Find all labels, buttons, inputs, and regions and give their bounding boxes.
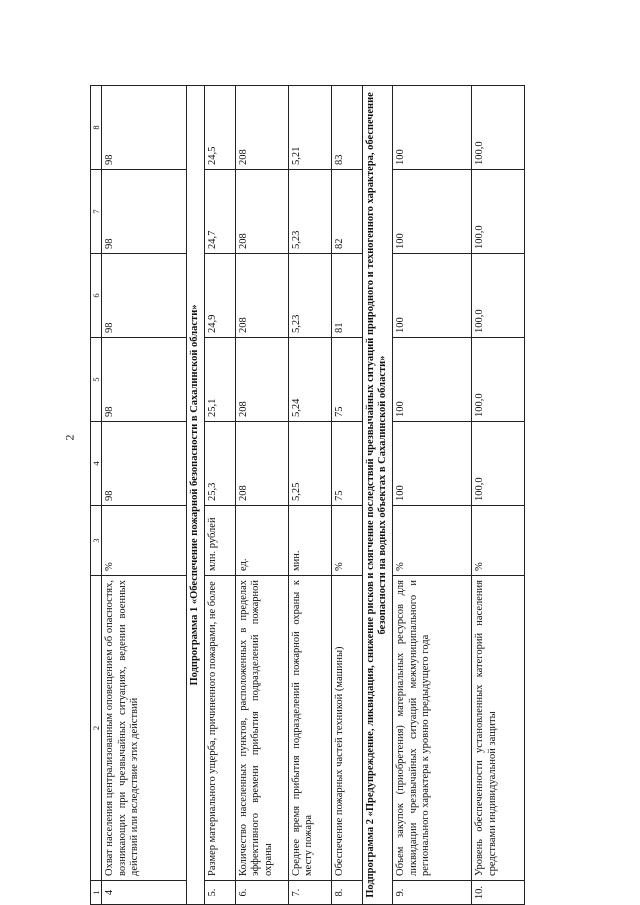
- value-cell: 100,0: [471, 338, 524, 422]
- value-cell: 98: [102, 338, 187, 422]
- value-cell: 100,0: [471, 254, 524, 338]
- value-cell: 208: [235, 254, 288, 338]
- value-cell: 98: [102, 170, 187, 254]
- unit: ед.: [235, 506, 288, 576]
- column-number: 3: [91, 506, 102, 576]
- value-cell: 5,23: [288, 170, 331, 254]
- indicator-name: Количество населенных пунктов, расположенных в пределах эффективного времени прибытия подразделений пожарной охраны: [235, 576, 288, 881]
- indicators-table: [90, 85, 525, 905]
- indicator-name: Объем закупок (приобретения) материальных ресурсов для ликвидации чрезвычайных ситуаций межмуниципального и регионального характера к уровню предыдущего года: [392, 576, 471, 881]
- table-row: [235, 86, 288, 905]
- value-cell: 208: [235, 86, 288, 170]
- value-cell: 5,24: [288, 338, 331, 422]
- value-cell: 98: [102, 254, 187, 338]
- indicator-name: Охват населения централизованным оповещением об опасностях, возникающих при чрезвычайных ситуациях, ведении военных действий или вследствие этих действий: [102, 576, 187, 881]
- value-cell: 5,23: [288, 254, 331, 338]
- value-cell: 208: [235, 422, 288, 506]
- value-cell: 75: [331, 422, 362, 506]
- value-cell: 98: [102, 422, 187, 506]
- value-cell: 82: [331, 170, 362, 254]
- row-number: 6.: [235, 881, 288, 905]
- column-number-row: [91, 86, 102, 905]
- column-number: 1: [91, 881, 102, 905]
- section-row: [187, 86, 205, 905]
- value-cell: 100: [392, 86, 471, 170]
- unit: %: [471, 506, 524, 576]
- value-cell: 100,0: [471, 86, 524, 170]
- value-cell: 100: [392, 422, 471, 506]
- table-row: [288, 86, 331, 905]
- subprogram-1-heading: Подпрограмма 1 «Обеспечение пожарной безопасности в Сахалинской области»: [187, 86, 205, 905]
- value-cell: 83: [331, 86, 362, 170]
- unit: %: [331, 506, 362, 576]
- value-cell: 100,0: [471, 170, 524, 254]
- row-number: 9.: [392, 881, 471, 905]
- table-row: [102, 86, 187, 905]
- table-row: [331, 86, 362, 905]
- subprogram-2-heading: Подпрограмма 2 «Предупреждение, ликвидация, снижение рисков и смягчение последствий чрезвычайных ситуаций природного и техногенного характера, обеспечение безопасности на водных объектах в Сахалинской области»: [362, 86, 392, 905]
- unit: %: [102, 506, 187, 576]
- indicator-name: Уровень обеспеченности установленных категорий населения средствами индивидуальной защиты: [471, 576, 524, 881]
- column-number: 2: [91, 576, 102, 881]
- value-cell: 98: [102, 86, 187, 170]
- value-cell: 5,21: [288, 86, 331, 170]
- value-cell: 25,1: [204, 338, 235, 422]
- row-number: 7.: [288, 881, 331, 905]
- indicator-name: Размер материального ущерба, причиненного пожарами, не более: [204, 576, 235, 881]
- value-cell: 5,25: [288, 422, 331, 506]
- table-row: [204, 86, 235, 905]
- value-cell: 208: [235, 170, 288, 254]
- section-row: [362, 86, 392, 905]
- column-number: 8: [91, 86, 102, 170]
- column-number: 4: [91, 422, 102, 506]
- column-number: 6: [91, 254, 102, 338]
- value-cell: 208: [235, 338, 288, 422]
- row-number: 5.: [204, 881, 235, 905]
- row-number: 10.: [471, 881, 524, 905]
- row-number: 8.: [331, 881, 362, 905]
- value-cell: 100: [392, 338, 471, 422]
- row-number: 4: [102, 881, 187, 905]
- value-cell: 100,0: [471, 422, 524, 506]
- value-cell: 24,9: [204, 254, 235, 338]
- value-cell: 81: [331, 254, 362, 338]
- indicator-name: Среднее время прибытия подразделений пожарной охраны к месту пожара: [288, 576, 331, 881]
- value-cell: 25,3: [204, 422, 235, 506]
- table-row: [392, 86, 471, 905]
- column-number: 7: [91, 170, 102, 254]
- unit: %: [392, 506, 471, 576]
- unit: мин.: [288, 506, 331, 576]
- column-number: 5: [91, 338, 102, 422]
- value-cell: 75: [331, 338, 362, 422]
- page-number: 2: [62, 434, 77, 441]
- table-row: [471, 86, 524, 905]
- indicator-name: Обеспечение пожарных частей техникой (машины): [331, 576, 362, 881]
- value-cell: 24,7: [204, 170, 235, 254]
- unit: млн. рублей: [204, 506, 235, 576]
- value-cell: 100: [392, 254, 471, 338]
- value-cell: 24,5: [204, 86, 235, 170]
- rotated-page: [90, 65, 525, 905]
- value-cell: 100: [392, 170, 471, 254]
